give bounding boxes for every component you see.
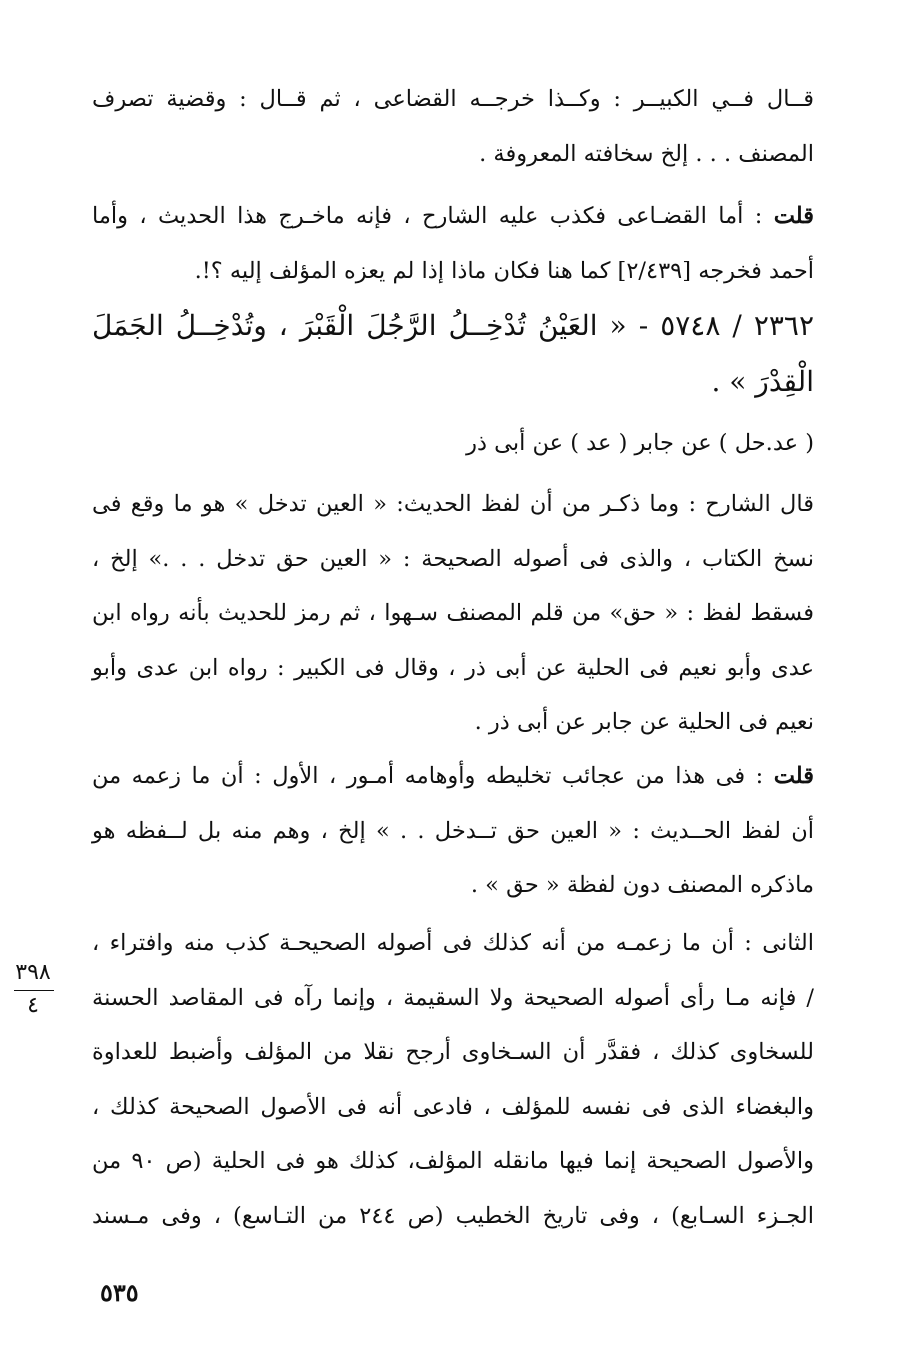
- line-text: ماذكره المصنف دون لفظة « حق » .: [470, 872, 814, 898]
- margin-reference-bottom: ٤: [27, 993, 39, 1018]
- lead-word: قلت: [773, 203, 814, 229]
- line-text: ٢٣٦٢ / ٥٧٤٨ - « العَيْنُ تُدْخِــلُ الرَّجُلَ الْقَبْرَ ، وتُدْخِــلُ الجَمَلَ: [92, 309, 814, 342]
- text-line: [92, 432, 814, 455]
- line-text: للسخاوى كذلك ، فقدَّر أن السـخاوى أرجح نقلا من المؤلف وأضبط للعداوة: [92, 1039, 814, 1065]
- text-line: [92, 765, 814, 788]
- line-text: عدى وأبو نعيم فى الحلية عن أبى ذر ، وقال فى الكبير : رواه ابن عدى وأبو: [92, 655, 814, 681]
- text-line: [92, 260, 814, 283]
- text-line: [92, 88, 814, 111]
- lead-word: قلت: [773, 763, 814, 789]
- line-text: والبغضاء الذى فى نفسه للمؤلف ، فادعى أنه فى الأصول الصحيحة كذلك ،: [92, 1094, 814, 1120]
- text-line: [92, 987, 814, 1010]
- text-line: [92, 1041, 814, 1064]
- line-text: أن لفظ الحــديث : « العين حق تــدخل . . » إلخ ، وهم منه بل لــفظه هو: [92, 818, 814, 844]
- line-text: قــال فــي الكبيــر : وكــذا خرجــه القضاعى ، ثم قــال : وقضية تصرف: [92, 86, 814, 112]
- margin-reference-top: ٣٩٨: [15, 960, 51, 985]
- line-text: الْقِدْرَ » .: [711, 365, 814, 398]
- text-line: [92, 205, 814, 228]
- line-text: فسقط لفظ : « حق» من قلم المصنف سـهوا ، ثم رمز للحديث بأنه رواه ابن: [92, 600, 814, 626]
- line-text: والأصول الصحيحة إنما فيها مانقله المؤلف، كذلك هو فى الحلية (ص ٩٠ من: [92, 1148, 814, 1174]
- line-text: / فإنه مـا رأى أصوله الصحيحة ولا السقيمة ، وإنما رآه فى المقاصد الحسنة: [92, 985, 814, 1011]
- hadith-line: [92, 365, 814, 398]
- text-line: [92, 711, 814, 734]
- text-line: [92, 1096, 814, 1119]
- line-text: : أما القضـاعى فكذب عليه الشارح ، فإنه ماخـرج هذا الحديث ، وأما: [92, 203, 774, 229]
- page-number: ٥٣٥: [100, 1278, 139, 1307]
- line-text: : فى هذا من عجائب تخليطه وأوهامه أمـور ، الأول : أن ما زعمه من: [92, 763, 774, 789]
- text-line: [92, 548, 814, 571]
- line-text: ( عد.حل ) عن جابر ( عد ) عن أبى ذر: [466, 430, 814, 456]
- line-text: قال الشارح : وما ذكـر من أن لفظ الحديث: « العين تدخل » هو ما وقع فى: [92, 491, 814, 517]
- text-line: [92, 820, 814, 843]
- text-line: [92, 143, 814, 166]
- line-text: الجـزء السـابع) ، وفى تاريخ الخطيب (ص ٢٤٤ من التـاسع) ، وفى مـسند: [92, 1203, 814, 1229]
- line-text: المصنف . . . إلخ سخافته المعروفة .: [479, 141, 814, 167]
- hadith-line: [92, 309, 814, 342]
- line-text: أحمد فخرجه [٢/٤٣٩] كما هنا فكان ماذا إذا لم يعزه المؤلف إليه ؟!.: [194, 258, 814, 284]
- margin-reference-divider: [14, 990, 54, 991]
- line-text: الثانى : أن ما زعمـه من أنه كذلك فى أصوله الصحيحـة كذب منه وافتراء ،: [92, 930, 814, 956]
- text-line: [92, 602, 814, 625]
- line-text: نعيم فى الحلية عن جابر عن أبى ذر .: [474, 709, 814, 735]
- line-text: نسخ الكتاب ، والذى فى أصوله الصحيحة : « العين حق تدخل . . .» إلخ ،: [92, 546, 814, 572]
- text-line: [92, 1150, 814, 1173]
- text-line: [92, 657, 814, 680]
- text-line: [92, 932, 814, 955]
- text-line: [92, 493, 814, 516]
- text-line: [92, 1205, 814, 1228]
- text-line: [92, 874, 814, 897]
